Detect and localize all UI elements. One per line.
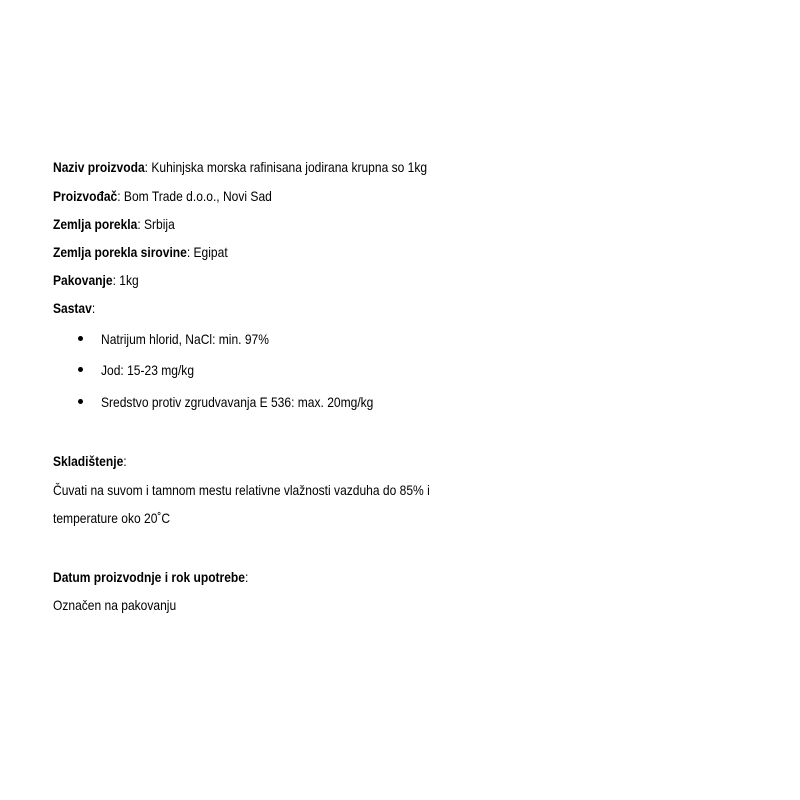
bullet-icon bbox=[78, 336, 83, 341]
raw-material-origin-label: Zemlja porekla sirovine bbox=[53, 244, 187, 260]
dates-colon: : bbox=[244, 569, 249, 585]
bullet-icon bbox=[78, 367, 83, 372]
country-of-origin-row bbox=[53, 215, 175, 233]
storage-colon: : bbox=[123, 453, 127, 469]
dates-heading-row bbox=[53, 568, 248, 586]
product-info-document bbox=[53, 0, 753, 800]
composition-row bbox=[53, 299, 95, 317]
product-name-value: : Kuhinjska morska rafinisana jodirana krupna so 1kg bbox=[144, 159, 428, 175]
packaging-row bbox=[53, 271, 139, 289]
packaging-value: : 1kg bbox=[112, 272, 139, 288]
raw-material-origin-row bbox=[53, 243, 228, 261]
storage-label: Skladištenje bbox=[53, 453, 124, 469]
packaging-label: Pakovanje bbox=[53, 272, 113, 288]
composition-item-text: Jod: 15-23 mg/kg bbox=[101, 362, 195, 378]
producer-row bbox=[53, 187, 272, 205]
storage-text-line-2: temperature oko 20˚C bbox=[53, 510, 171, 526]
dates-label: Datum proizvodnje i rok upotrebe bbox=[53, 569, 245, 585]
composition-item-text: Sredstvo protiv zgrudvavanja E 536: max. 20mg/kg bbox=[101, 394, 374, 410]
dates-text: Označen na pakovanju bbox=[53, 597, 177, 613]
product-name-label: Naziv proizvoda bbox=[53, 159, 145, 175]
composition-item-text: Natrijum hlorid, NaCl: min. 97% bbox=[101, 331, 269, 347]
storage-text-line-1: Čuvati na suvom i tamnom mestu relativne vlažnosti vazduha do 85% i bbox=[53, 482, 430, 498]
country-of-origin-value: : Srbija bbox=[137, 216, 175, 232]
composition-label: Sastav bbox=[53, 300, 92, 316]
raw-material-origin-value: : Egipat bbox=[186, 244, 228, 260]
storage-heading-row bbox=[53, 452, 127, 470]
bullet-icon bbox=[78, 399, 83, 404]
country-of-origin-label: Zemlja porekla bbox=[53, 216, 138, 232]
producer-label: Proizvođač bbox=[53, 188, 118, 204]
producer-value: : Bom Trade d.o.o., Novi Sad bbox=[117, 188, 272, 204]
product-name-row bbox=[53, 158, 427, 176]
composition-colon: : bbox=[91, 300, 96, 316]
